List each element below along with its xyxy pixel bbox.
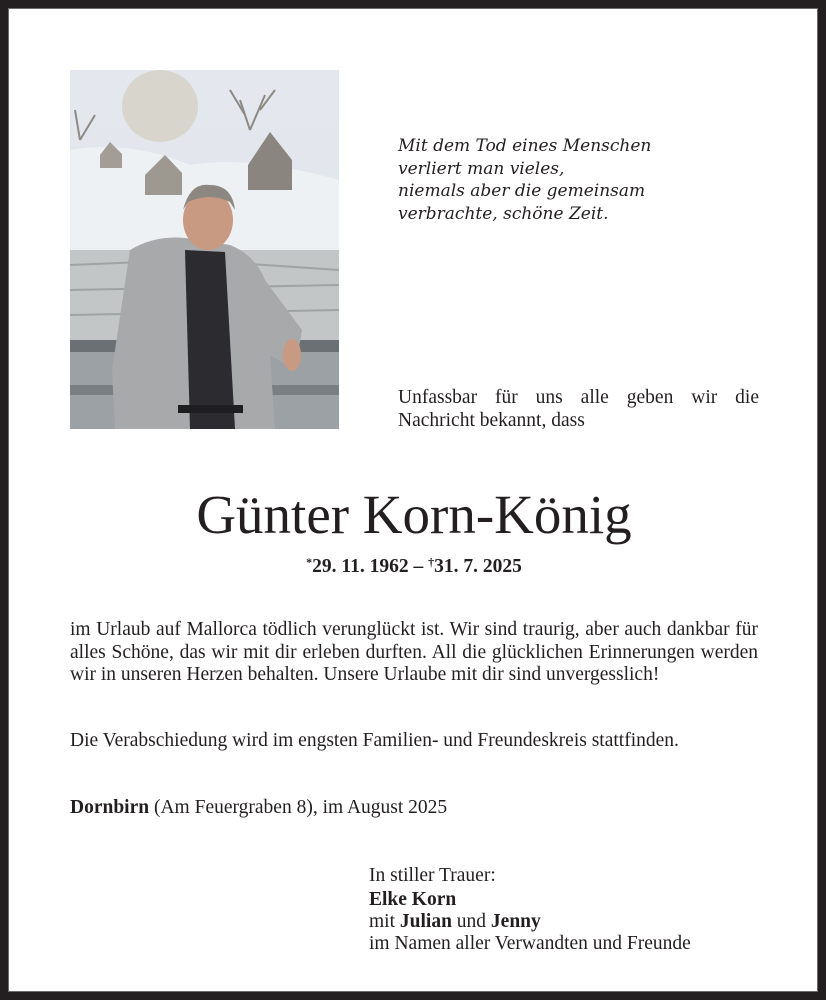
place-city: Dornbirn	[70, 797, 150, 818]
quote-line: verliert man vieles,	[398, 158, 565, 179]
child-name: Julian	[399, 911, 452, 932]
mourners-block	[369, 865, 789, 955]
child-name: Jenny	[490, 911, 541, 932]
memorial-quote	[398, 135, 758, 225]
quote-line: Mit dem Tod eines Menschen	[398, 136, 652, 156]
with-prefix: mit	[369, 911, 400, 932]
farewell-info: Die Verabschiedung wird im engsten Familien- und Freundeskreis stattfinden.	[70, 730, 679, 751]
place-address-date: (Am Feuergraben 8), im August 2025	[149, 797, 448, 818]
death-date: 31. 7. 2025	[434, 556, 522, 577]
death-cross-icon: †	[428, 555, 435, 569]
date-separator: –	[408, 556, 429, 577]
mourning-lead: In stiller Trauer:	[369, 865, 496, 886]
quote-line: niemals aber die gemeinsam	[398, 181, 646, 201]
mourning-closing: im Namen aller Verwandten und Freunde	[369, 933, 691, 954]
primary-mourner: Elke Korn	[369, 889, 457, 910]
portrait-photo	[70, 70, 339, 429]
place-and-date	[70, 797, 770, 820]
quote-line: verbrachte, schöne Zeit.	[398, 203, 609, 224]
birth-date: 29. 11. 1962	[312, 556, 409, 577]
and-word: und	[451, 911, 491, 932]
obituary-card	[8, 8, 818, 992]
obituary-body: im Urlaub auf Mallorca tödlich verunglückt ist. Wir sind traurig, aber auch dankbar für alles Schöne, das wir mit dir erleben durften. All die glücklichen Erinnerungen werden wir in unseren Herzen behalten. Unsere Urlaube mit dir sind unvergesslich!	[70, 619, 758, 685]
children-line	[369, 911, 789, 933]
portrait-image-icon	[70, 70, 339, 429]
announcement-intro: Unfassbar für uns alle geben wir die Nachricht bekannt, dass	[398, 387, 759, 431]
life-dates	[9, 550, 819, 579]
birth-star-icon: *	[306, 555, 313, 569]
deceased-name: Günter Korn-König	[196, 484, 632, 545]
